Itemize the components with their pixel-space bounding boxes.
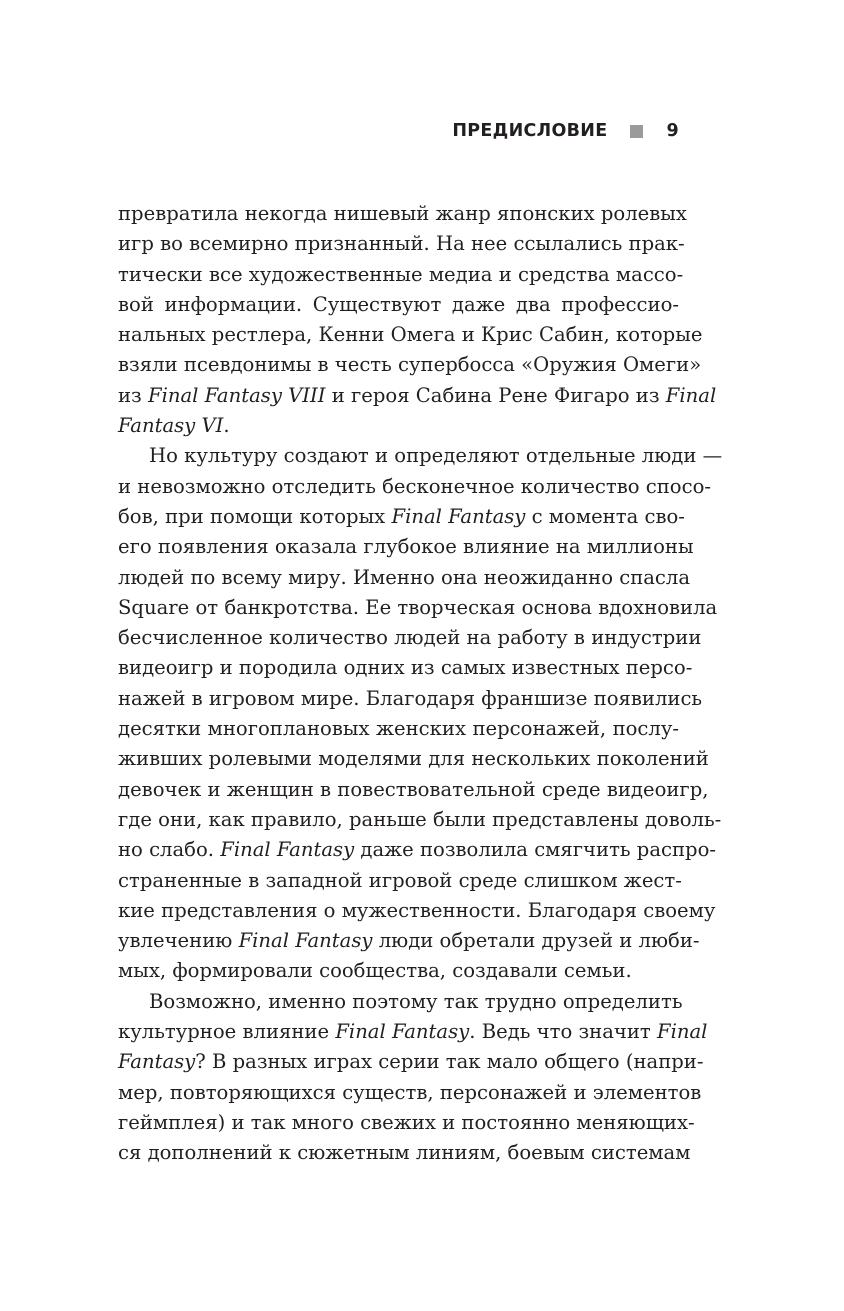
running-header bbox=[452, 121, 679, 141]
body-text bbox=[118, 199, 723, 1169]
text-line bbox=[118, 714, 679, 744]
text-line bbox=[118, 987, 683, 1017]
paragraph bbox=[118, 987, 708, 1169]
text-run: Возможно, именно поэтому так трудно определить bbox=[149, 989, 683, 1013]
text-run: мых, формировали сообщества, создавали семьи. bbox=[118, 959, 632, 983]
text-run: . bbox=[223, 414, 230, 438]
text-run: видеоигр и породила одних из самых известных персо- bbox=[118, 656, 693, 680]
text-line bbox=[118, 1108, 695, 1138]
text-line bbox=[118, 593, 718, 623]
italic-title: Fantasy VI bbox=[118, 414, 224, 438]
text-run: нальных рестлера, Кенни Омега и Крис Сабин, которые bbox=[118, 323, 703, 347]
text-run: бесчисленное количество людей на работу в индустрии bbox=[118, 626, 702, 650]
text-run: Но культуру создают и определяют отдельные люди — bbox=[149, 444, 723, 468]
text-run: ? В разных играх серии так мало общего (напри- bbox=[195, 1050, 704, 1074]
text-line bbox=[118, 956, 679, 986]
italic-title: Fantasy bbox=[118, 1050, 196, 1074]
text-line bbox=[118, 653, 693, 683]
text-line bbox=[118, 381, 717, 411]
text-line bbox=[118, 896, 716, 926]
text-run: кие представления о мужественности. Благодаря своему bbox=[118, 898, 716, 922]
text-line bbox=[118, 775, 709, 805]
text-line bbox=[118, 320, 703, 350]
text-run: даже позволила смягчить распро- bbox=[354, 838, 717, 862]
text-line bbox=[118, 805, 722, 835]
text-line bbox=[118, 684, 703, 714]
text-run: тически все художественные медиа и средства массо- bbox=[118, 262, 684, 286]
text-run: ся дополнений к сюжетным линиям, боевым системам bbox=[118, 1141, 691, 1165]
italic-title: Final bbox=[665, 383, 717, 407]
text-run: вой информации. Существуют даже два профессио- bbox=[118, 292, 679, 316]
paragraph bbox=[118, 199, 717, 441]
text-line bbox=[118, 623, 702, 653]
text-line bbox=[118, 199, 687, 229]
page-number: 9 bbox=[666, 121, 679, 141]
text-run: нажей в игровом мире. Благодаря франшизе появились bbox=[118, 686, 703, 710]
separator-square-icon bbox=[630, 125, 643, 138]
text-run: и героя Сабина Рене Фигаро из bbox=[325, 383, 666, 407]
text-line bbox=[118, 835, 717, 865]
italic-title: Final Fantasy bbox=[335, 1020, 470, 1044]
text-run: геймплея) и так много свежих и постоянно меняющих- bbox=[118, 1110, 695, 1134]
text-run: увлечению bbox=[118, 929, 239, 953]
text-run: из bbox=[118, 383, 148, 407]
text-line bbox=[118, 1078, 702, 1108]
text-run: взяли псевдонимы в честь супербосса «Оружия Омеги» bbox=[118, 353, 702, 377]
text-line bbox=[118, 229, 685, 259]
text-line bbox=[118, 1017, 708, 1047]
text-run: девочек и женщин в повествовательной среде видеоигр, bbox=[118, 777, 709, 801]
text-run: но слабо. bbox=[118, 838, 221, 862]
text-run: бов, при помощи которых bbox=[118, 504, 392, 528]
section-title: ПРЕДИСЛОВИЕ bbox=[452, 121, 608, 141]
text-line bbox=[118, 502, 685, 532]
text-run: мер, повторяющихся существ, персонажей и элементов bbox=[118, 1080, 702, 1104]
text-line bbox=[118, 260, 684, 290]
text-line bbox=[118, 472, 711, 502]
text-line bbox=[118, 563, 691, 593]
text-run: живших ролевыми моделями для нескольких поколений bbox=[118, 747, 709, 771]
text-run: культурное влияние bbox=[118, 1020, 336, 1044]
text-run: игр во всемирно признанный. На нее ссылались прак- bbox=[118, 232, 685, 256]
italic-title: Final Fantasy VIII bbox=[147, 383, 326, 407]
text-line bbox=[118, 926, 700, 956]
text-run: с момента сво- bbox=[525, 504, 685, 528]
italic-title: Final bbox=[656, 1020, 708, 1044]
text-line bbox=[118, 350, 702, 380]
text-line bbox=[118, 532, 694, 562]
text-line bbox=[118, 744, 709, 774]
text-run: его появления оказала глубокое влияние на миллионы bbox=[118, 535, 694, 559]
text-run: превратила некогда нишевый жанр японских ролевых bbox=[118, 202, 687, 225]
text-run: . Ведь что значит bbox=[469, 1020, 657, 1044]
paragraph bbox=[118, 441, 723, 986]
text-line bbox=[118, 1047, 704, 1077]
text-line bbox=[118, 866, 682, 896]
italic-title: Final Fantasy bbox=[220, 838, 355, 862]
italic-title: Final Fantasy bbox=[391, 504, 526, 528]
text-line bbox=[118, 290, 679, 320]
text-run: Square от банкротства. Ее творческая основа вдохновила bbox=[118, 595, 718, 619]
text-run: страненные в западной игровой среде слишком жест- bbox=[118, 868, 682, 892]
text-run: и невозможно отследить бесконечное количество спосо- bbox=[118, 474, 711, 498]
text-line bbox=[118, 441, 723, 471]
text-run: десятки многоплановых женских персонажей, послу- bbox=[118, 717, 679, 741]
text-run: людей по всему миру. Именно она неожиданно спасла bbox=[118, 565, 691, 589]
text-run: люди обретали друзей и люби- bbox=[372, 929, 700, 953]
text-run: где они, как правило, раньше были представлены доволь- bbox=[118, 807, 722, 831]
text-line bbox=[118, 411, 679, 441]
text-line bbox=[118, 1138, 691, 1168]
italic-title: Final Fantasy bbox=[238, 929, 373, 953]
